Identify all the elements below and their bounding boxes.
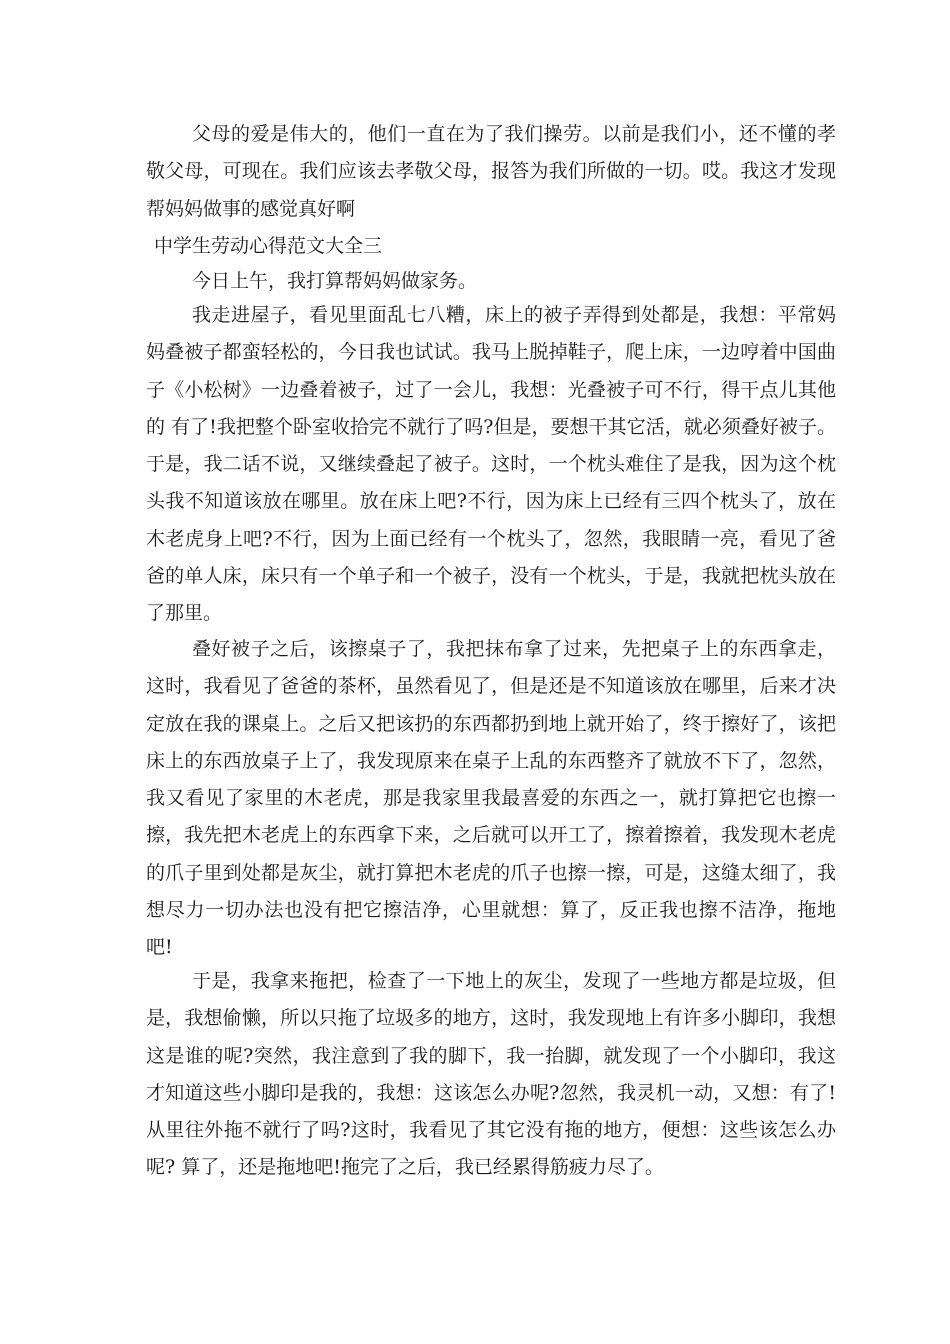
- paragraph-folding-quilt: 我走进屋子，看见里面乱七八糟，床上的被子弄得到处都是，我想：平常妈妈叠被子都蛮轻松的，今日我也试试。我马上脱掉鞋子，爬上床，一边哼着中国曲子《小松树》一边叠着被子，过了一会儿，我想：光叠被子可不行，得干点儿其他的 有了!我把整个卧室收拾完不就行了吗?但是，要想干其它活，就必须叠好被子。于是，我二话不说，又继续叠起了被子。这时，一个枕头难住了是我，因为这个枕头我不知道该放在哪里。放在床上吧?不行，因为床上已经有三四个枕头了，放在木老虎身上吧?不行，因为上面已经有一个枕头了，忽然，我眼睛一亮，看见了爸爸的单人床，床只有一个单子和一个被子，没有一个枕头，于是，我就把枕头放在了那里。: [146, 304, 836, 625]
- paragraph-parents-love: 父母的爱是伟大的，他们一直在为了我们操劳。以前是我们小，还不懂的孝敬父母，可现在。我们应该去孝敬父母，报答为我们所做的一切。哎。我这才发现帮妈妈做事的感觉真好啊: [146, 123, 836, 220]
- paragraph-wiping-table: 叠好被子之后，该擦桌子了，我把抹布拿了过来，先把桌子上的东西拿走，这时，我看见了爸爸的茶杯，虽然看见了，但是还是不知道该放在哪里，后来才决定放在我的课桌上。之后又把该扔的东西都扔到地上就开始了，终于擦好了，该把床上的东西放桌子上了，我发现原来在桌子上乱的东西整齐了就放不下了，忽然，我又看见了家里的木老虎，那是我家里我最喜爱的东西之一，就打算把它也擦一擦，我先把木老虎上的东西拿下来，之后就可以开工了，擦着擦着，我发现木老虎的爪子里到处都是灰尘，就打算把木老虎的爪子也擦一擦，可是，这缝太细了，我想尽力一切办法也没有把它擦洁净，心里就想：算了，反正我也擦不洁净，拖地吧!: [146, 638, 836, 959]
- paragraph-mopping-floor: 于是，我拿来拖把，检查了一下地上的灰尘，发现了一些地方都是垃圾，但是，我想偷懒，所以只拖了垃圾多的地方，这时，我发现地上有许多小脚印，我想这是谁的呢?突然，我注意到了我的脚下，我一抬脚，就发现了一个小脚印，我这才知道这些小脚印是我的，我想：这该怎么办呢?忽然，我灵机一动，又想：有了!从里往外拖不就行了吗?这时，我看见了其它没有拖的地方，便想：这些该怎么办呢? 算了，还是拖地吧!拖完了之后，我已经累得筋疲力尽了。: [146, 970, 836, 1179]
- section-heading: 中学生劳动心得范文大全三: [154, 235, 383, 257]
- paragraph-intro: 今日上午，我打算帮妈妈做家务。: [192, 270, 478, 292]
